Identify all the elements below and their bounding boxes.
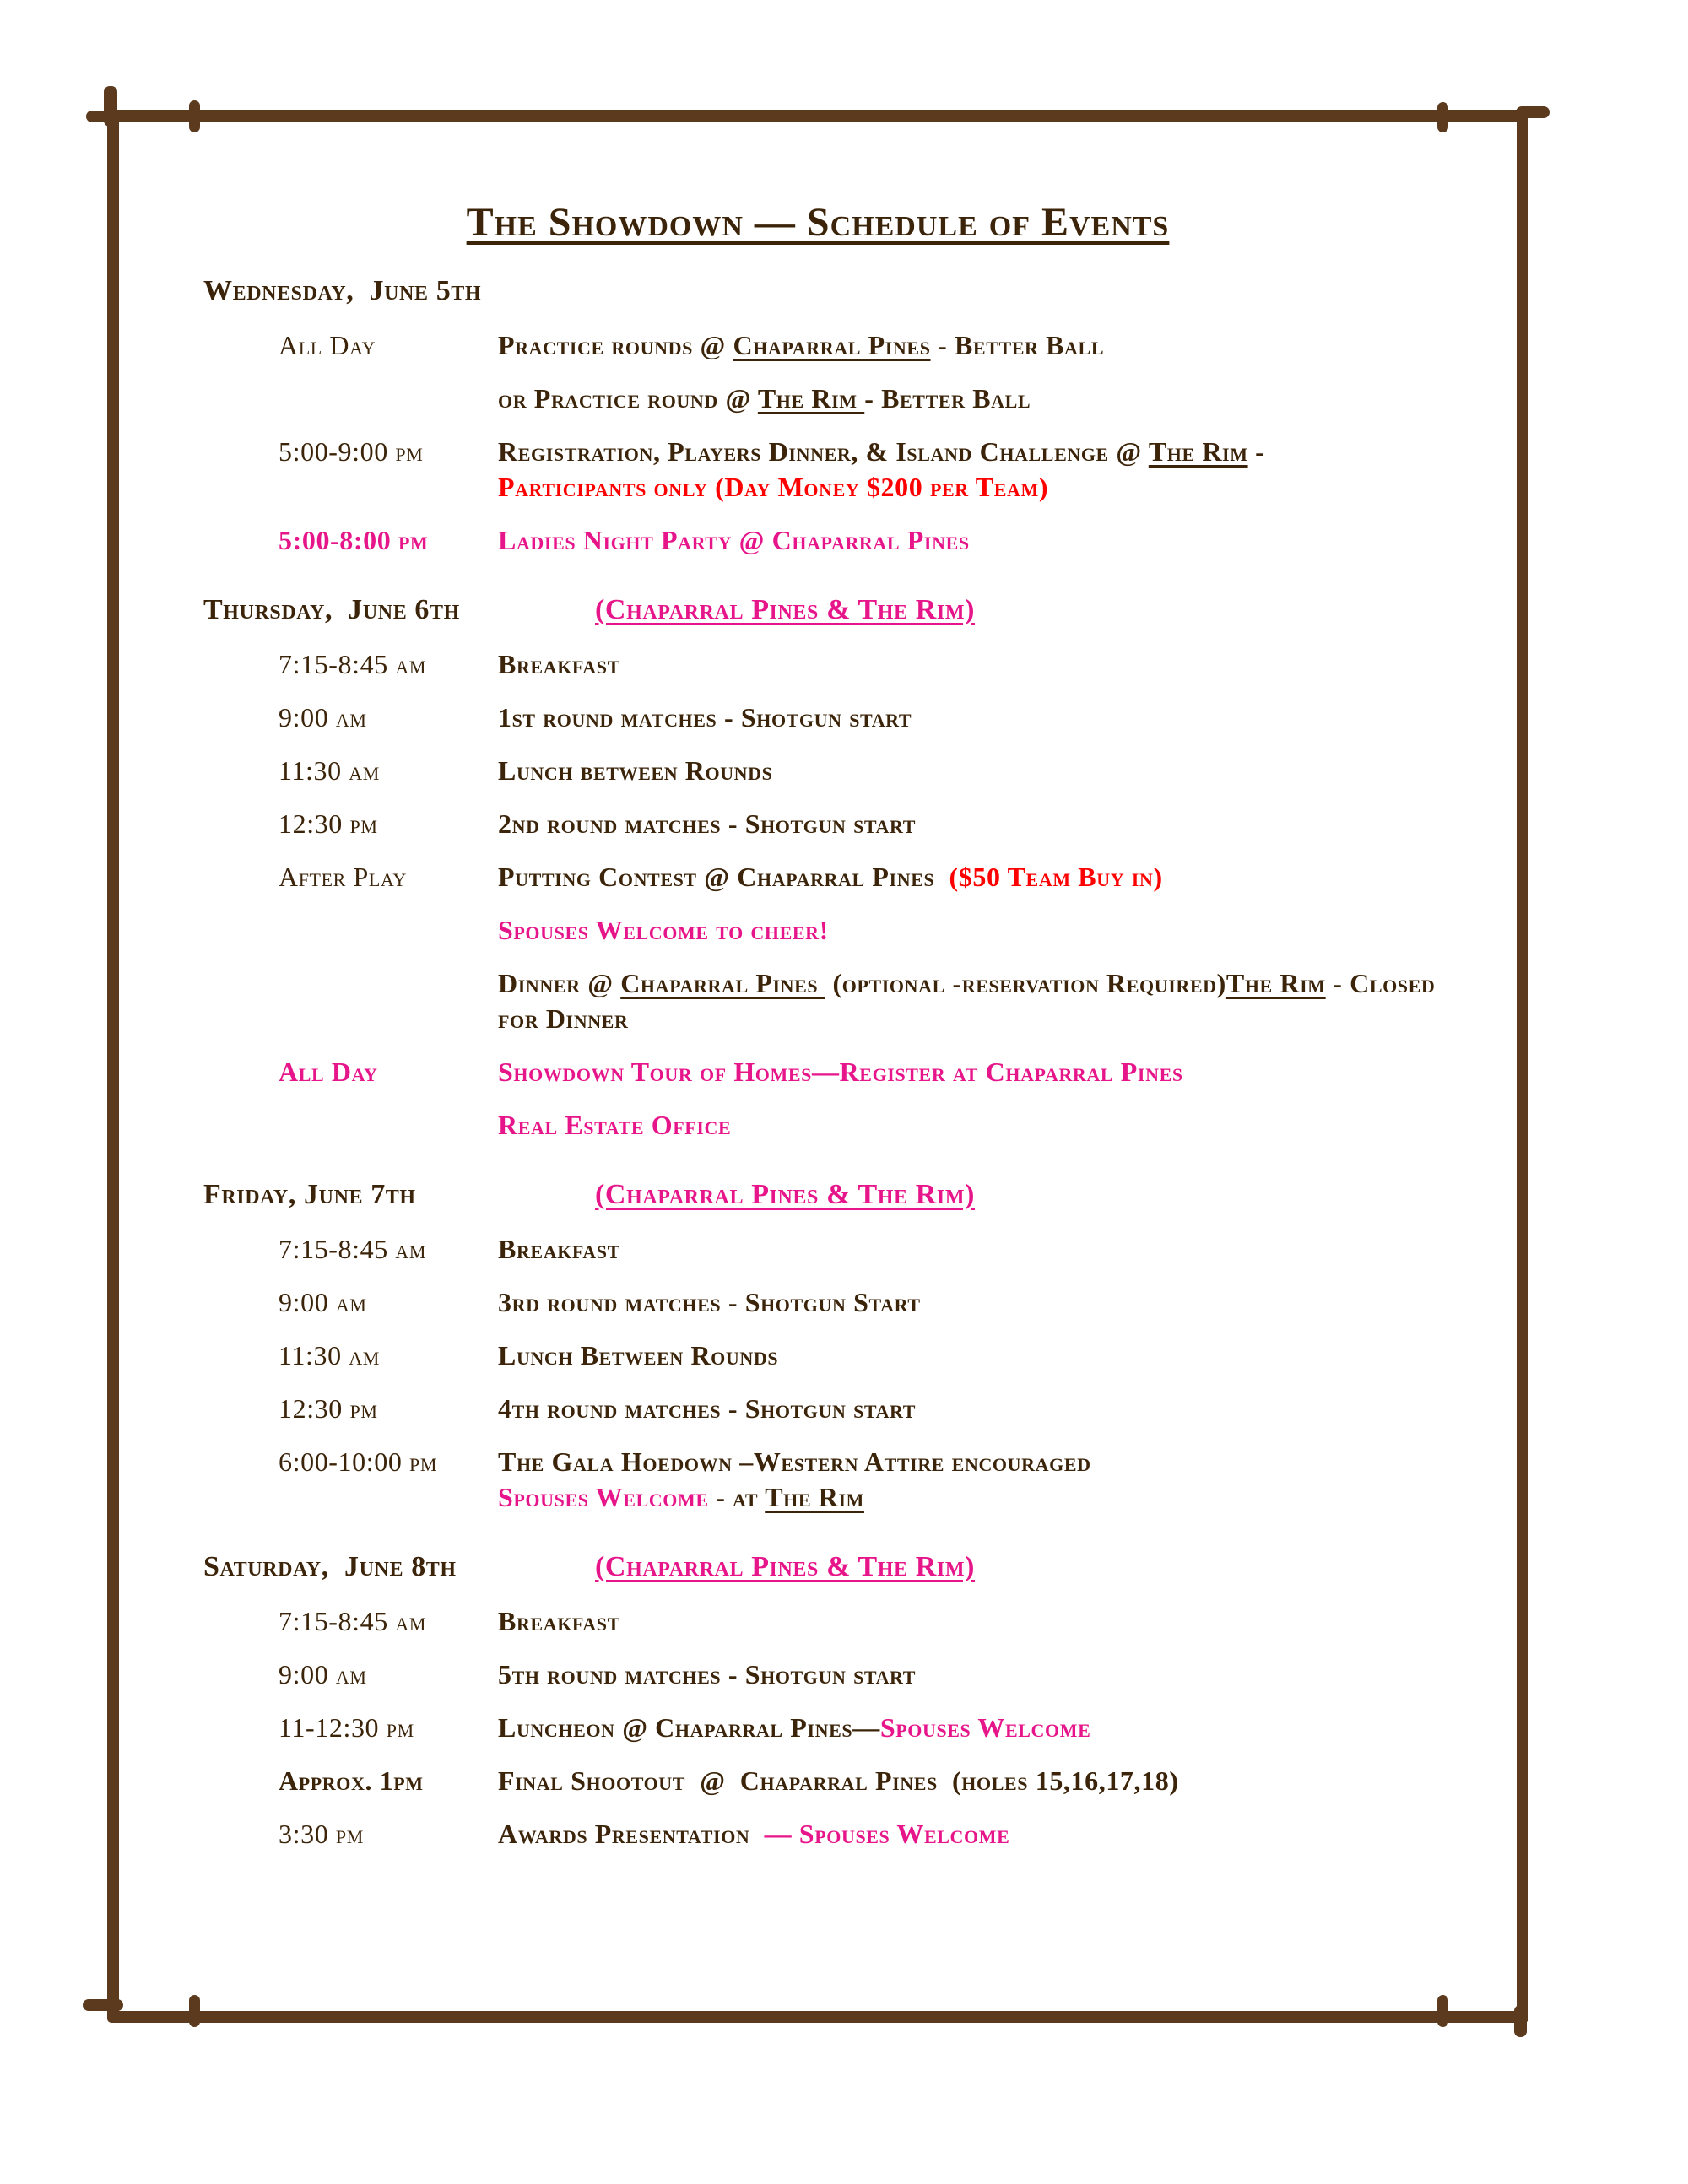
event-cell xyxy=(498,1231,1447,1267)
time-cell: All Day xyxy=(279,330,376,360)
time-cell: After Play xyxy=(279,862,407,892)
text-segment: Practice rounds @ xyxy=(498,330,733,360)
event-cell xyxy=(498,753,1447,788)
text-segment: Breakfast xyxy=(498,1606,620,1636)
day-label: Friday, June 7th xyxy=(203,1179,416,1210)
day-label: Saturday, June 8th xyxy=(203,1551,457,1582)
time-cell: 5:00-8:00 pm xyxy=(279,525,429,555)
time-cell: 3:30 pm xyxy=(279,1819,364,1849)
event-cell xyxy=(498,434,1447,505)
event-cell xyxy=(498,965,1447,1036)
schedule-row xyxy=(203,522,1517,558)
event-cell xyxy=(498,327,1447,363)
event-cell xyxy=(498,1816,1447,1852)
schedule-row xyxy=(203,753,1517,788)
time-cell: Approx. 1pm xyxy=(279,1765,424,1796)
text-segment: The Rim xyxy=(757,383,865,414)
document-content xyxy=(119,110,1517,1885)
time-cell: 11:30 am xyxy=(279,1340,380,1370)
text-segment: - xyxy=(1247,436,1273,467)
event-cell xyxy=(498,806,1447,841)
text-segment: — Spouses Welcome xyxy=(764,1819,1010,1849)
schedule-row xyxy=(203,381,1517,416)
document-title: The Showdown — Schedule of Events xyxy=(466,200,1170,245)
day-header xyxy=(203,592,1517,629)
schedule-row xyxy=(203,1054,1517,1089)
event-cell xyxy=(498,1338,1447,1373)
time-cell: 9:00 am xyxy=(279,1659,367,1689)
day-label: Wednesday, June 5th xyxy=(203,275,482,306)
event-cell xyxy=(498,646,1447,682)
text-segment: - Better Ball xyxy=(930,330,1105,360)
day-label: Thursday, June 6th xyxy=(203,594,460,625)
schedule-row xyxy=(203,1107,1517,1143)
event-cell xyxy=(498,381,1447,416)
text-segment: Spouses Welcome xyxy=(498,1482,709,1512)
text-segment: 5th round matches - Shotgun start xyxy=(498,1659,917,1689)
schedule-row xyxy=(203,1603,1517,1639)
text-segment: Dinner @ xyxy=(498,968,621,998)
text-segment: The Rim xyxy=(1148,436,1248,467)
schedule-row xyxy=(203,1763,1517,1798)
event-cell xyxy=(498,1710,1447,1745)
day-section xyxy=(119,592,1517,1143)
event-cell xyxy=(498,700,1447,735)
schedule-row xyxy=(203,859,1517,895)
venue-label: (Chaparral Pines & The Rim) xyxy=(595,1179,976,1210)
schedule-row xyxy=(203,1710,1517,1745)
schedule-row xyxy=(203,1657,1517,1692)
text-segment: Participants only (Day Money $200 per Team) xyxy=(498,472,1049,502)
time-cell: 12:30 pm xyxy=(279,808,378,839)
text-segment: Lunch Between Rounds xyxy=(498,1340,779,1370)
event-cell xyxy=(498,522,1447,558)
time-cell xyxy=(279,381,498,416)
text-segment: Awards Presentation xyxy=(498,1819,765,1849)
schedule-row xyxy=(203,806,1517,841)
text-segment: Spouses Welcome xyxy=(879,1712,1091,1743)
day-header xyxy=(203,1549,1517,1586)
text-segment: 3rd round matches - Shotgun Start xyxy=(498,1287,921,1317)
day-section xyxy=(119,273,1517,558)
schedule-row xyxy=(203,965,1517,1036)
time-cell: 5:00-9:00 pm xyxy=(279,436,424,467)
text-segment: The Rim xyxy=(765,1482,864,1512)
time-cell: All Day xyxy=(279,1057,378,1087)
text-segment: 1st round matches - Shotgun start xyxy=(498,702,912,733)
time-cell xyxy=(279,1107,498,1143)
text-segment: Registration, Players Dinner, & Island Challenge @ xyxy=(498,436,1149,467)
schedule-row xyxy=(203,1816,1517,1852)
event-cell xyxy=(498,1603,1447,1639)
schedule-row xyxy=(203,1338,1517,1373)
venue-label: (Chaparral Pines & The Rim) xyxy=(595,594,976,625)
frame-stroke xyxy=(83,1999,123,2011)
event-cell xyxy=(498,1657,1447,1692)
day-section xyxy=(119,1549,1517,1852)
event-cell xyxy=(498,859,1447,895)
time-cell: 6:00-10:00 pm xyxy=(279,1446,438,1477)
event-cell xyxy=(498,1391,1447,1426)
schedule-row xyxy=(203,1391,1517,1426)
text-segment: Lunch between Rounds xyxy=(498,755,773,786)
time-cell: 7:15-8:45 am xyxy=(279,649,427,679)
schedule-row xyxy=(203,1444,1517,1515)
text-segment: - at xyxy=(708,1482,766,1512)
text-segment: Chaparral Pines xyxy=(733,330,931,360)
schedule-row xyxy=(203,1231,1517,1267)
schedule-row xyxy=(203,434,1517,505)
event-cell xyxy=(498,1054,1447,1089)
time-cell: 7:15-8:45 am xyxy=(279,1606,427,1636)
time-cell xyxy=(279,912,498,948)
text-segment: Ladies Night Party @ Chaparral Pines xyxy=(498,525,970,555)
text-segment: Putting Contest @ Chaparral Pines xyxy=(498,862,950,892)
schedule-sections xyxy=(119,273,1517,1852)
event-cell xyxy=(498,912,1447,948)
time-cell: 11-12:30 pm xyxy=(279,1712,414,1743)
day-header xyxy=(203,1176,1517,1214)
schedule-row xyxy=(203,646,1517,682)
frame-stroke xyxy=(86,111,123,122)
text-segment: Spouses Welcome to cheer! xyxy=(498,915,829,945)
text-segment: - Closed for Dinner xyxy=(498,968,1443,1034)
frame-stroke xyxy=(1437,1995,1448,2027)
venue-label: (Chaparral Pines & The Rim) xyxy=(595,1551,976,1582)
text-segment: Chaparral Pines xyxy=(620,968,825,998)
text-segment: Real Estate Office xyxy=(498,1110,732,1140)
text-segment: 4th round matches - Shotgun start xyxy=(498,1393,917,1424)
event-cell xyxy=(498,1763,1447,1798)
time-cell: 9:00 am xyxy=(279,1287,367,1317)
text-segment: Final Shootout @ Chaparral Pines (holes 15,16,17,18) xyxy=(498,1765,1179,1796)
text-segment: - Better Ball xyxy=(864,383,1031,414)
text-segment: Showdown Tour of Homes—Register at Chaparral Pines xyxy=(498,1057,1183,1087)
text-segment: The Gala Hoedown –Western Attire encouraged xyxy=(498,1446,1091,1477)
event-cell xyxy=(498,1284,1447,1320)
frame-stroke xyxy=(189,1995,200,2027)
schedule-row xyxy=(203,327,1517,363)
schedule-row xyxy=(203,1284,1517,1320)
text-segment: or Practice round @ xyxy=(498,383,758,414)
time-cell xyxy=(279,965,498,1036)
event-cell xyxy=(498,1444,1447,1515)
day-section xyxy=(119,1176,1517,1515)
event-cell xyxy=(498,1107,1447,1143)
text-segment: (optional -reservation Required) xyxy=(825,968,1226,998)
time-cell: 9:00 am xyxy=(279,702,367,733)
frame-stroke xyxy=(1516,106,1550,118)
schedule-row xyxy=(203,912,1517,948)
day-header xyxy=(203,273,1517,310)
text-segment: 2nd round matches - Shotgun start xyxy=(498,808,917,839)
time-cell: 11:30 am xyxy=(279,755,380,786)
frame-stroke xyxy=(1514,2005,1527,2037)
time-cell: 7:15-8:45 am xyxy=(279,1234,427,1264)
text-segment: Luncheon @ Chaparral Pines— xyxy=(498,1712,880,1743)
text-segment: Breakfast xyxy=(498,649,620,679)
text-segment: Breakfast xyxy=(498,1234,620,1264)
text-segment: ($50 Team Buy in) xyxy=(949,862,1163,892)
schedule-row xyxy=(203,700,1517,735)
time-cell: 12:30 pm xyxy=(279,1393,378,1424)
text-segment: The Rim xyxy=(1225,968,1326,998)
